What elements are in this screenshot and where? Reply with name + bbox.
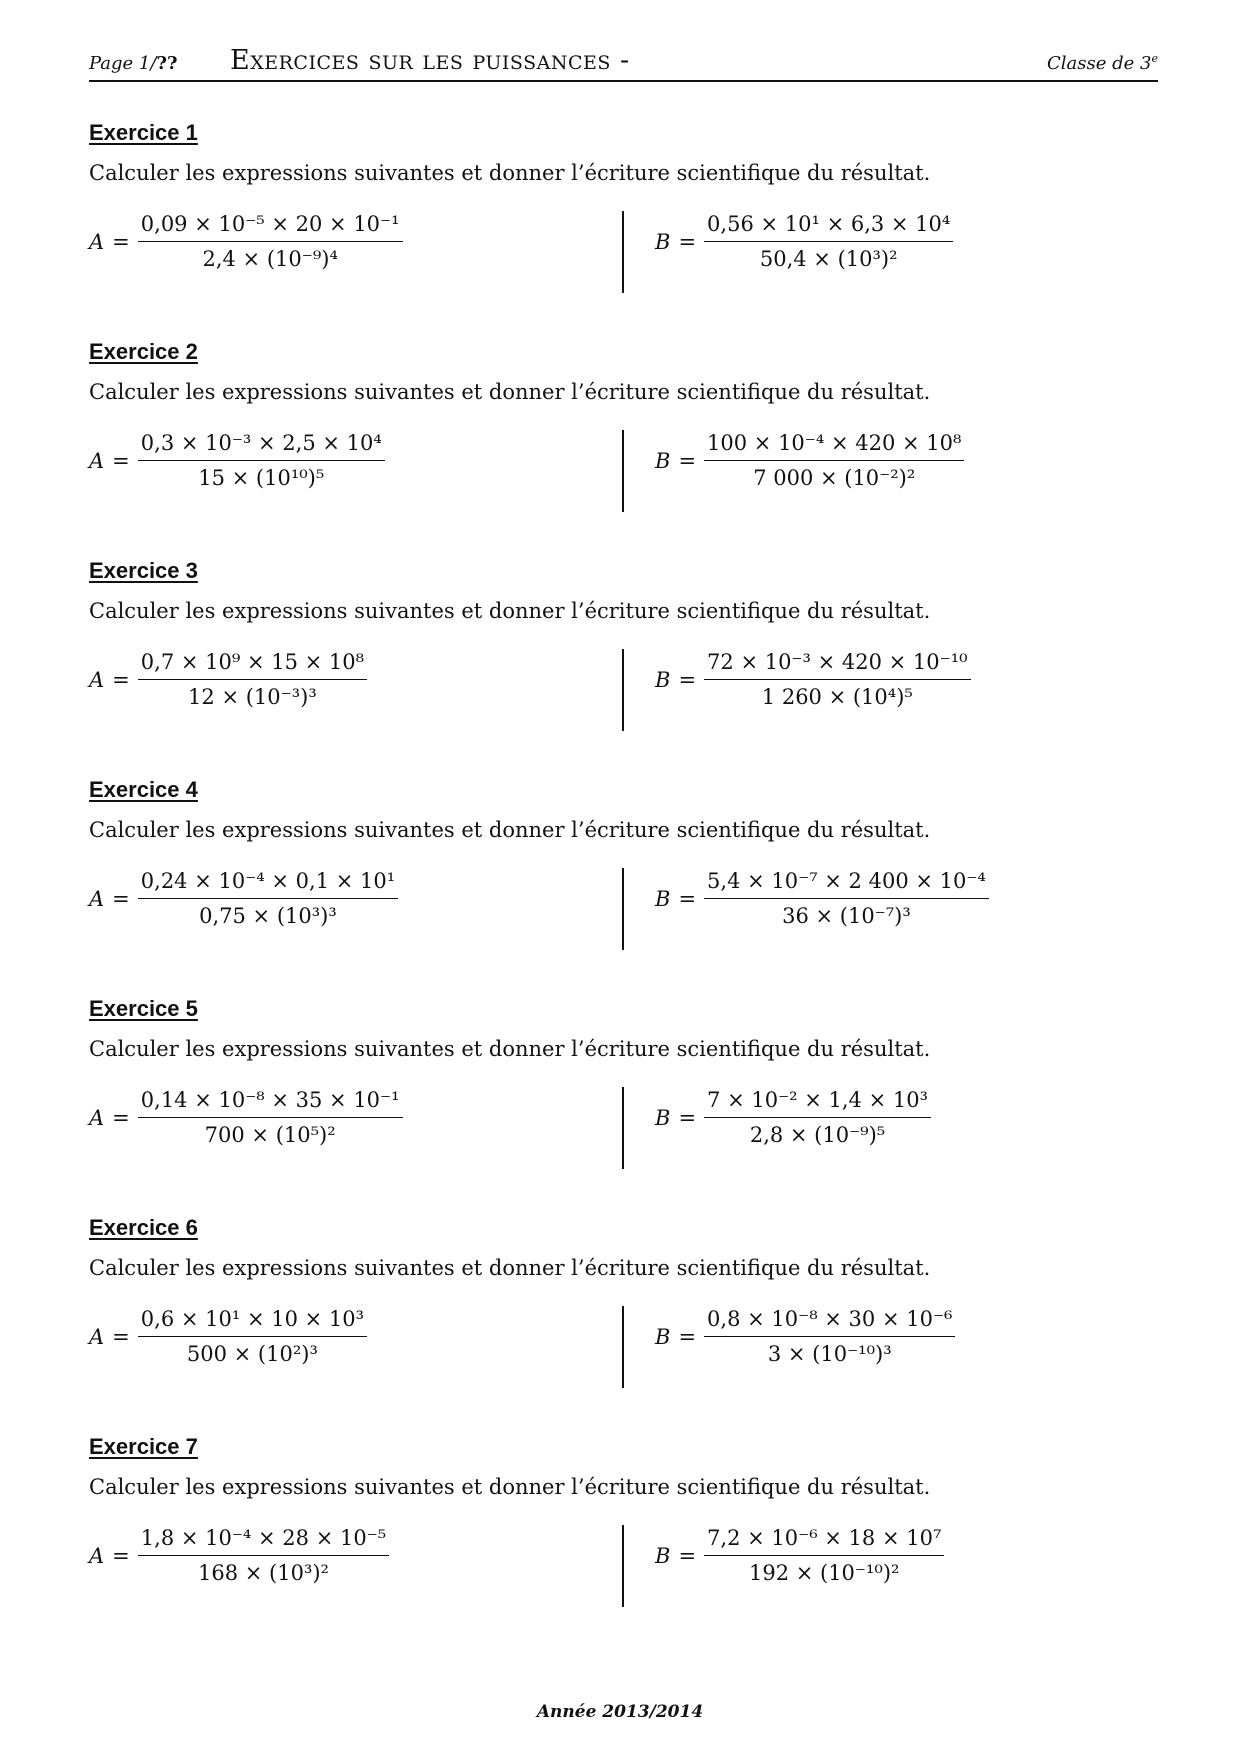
exercise-7 <box>89 1434 1158 1624</box>
variable-label: B <box>655 667 671 692</box>
variable-label: B <box>655 448 671 473</box>
equals-sign: = <box>112 1324 130 1349</box>
denominator: 500 × (10²)³ <box>186 1342 318 1366</box>
exercise-3 <box>89 558 1158 748</box>
variable-label: A <box>89 448 105 473</box>
fraction <box>138 1088 403 1147</box>
expression-b <box>655 1526 944 1585</box>
variable-label: A <box>89 1324 105 1349</box>
variable-label: B <box>655 886 671 911</box>
denominator: 50,4 × (10³)² <box>759 247 898 271</box>
page-footer: Année 2013/2014 <box>536 1702 704 1722</box>
equals-sign: = <box>112 667 130 692</box>
numerator: 7 × 10⁻² × 1,4 × 10³ <box>704 1088 931 1118</box>
exercise-2 <box>89 339 1158 529</box>
page-header <box>89 40 1158 82</box>
column-divider <box>622 868 624 950</box>
numerator: 0,8 × 10⁻⁸ × 30 × 10⁻⁶ <box>704 1307 955 1337</box>
expression-b <box>655 431 964 490</box>
numerator: 0,7 × 10⁹ × 15 × 10⁸ <box>138 650 367 680</box>
equals-sign: = <box>678 667 697 692</box>
equals-sign: = <box>678 1543 697 1568</box>
equals-sign: = <box>678 1105 697 1130</box>
denominator: 1 260 × (10⁴)⁵ <box>761 685 913 709</box>
fraction <box>704 1526 944 1585</box>
variable-label: B <box>655 1324 671 1349</box>
denominator: 192 × (10⁻¹⁰)² <box>748 1561 900 1585</box>
fraction <box>704 431 964 490</box>
numerator: 1,8 × 10⁻⁴ × 28 × 10⁻⁵ <box>138 1526 389 1556</box>
page-total: ?? <box>156 53 178 74</box>
numerator: 0,3 × 10⁻³ × 2,5 × 10⁴ <box>138 431 385 461</box>
variable-label: A <box>89 886 105 911</box>
expression-b <box>655 650 971 709</box>
column-divider <box>622 1306 624 1388</box>
exercise-title: Exercice 7 <box>89 1434 198 1459</box>
denominator: 12 × (10⁻³)³ <box>188 685 317 709</box>
denominator: 2,8 × (10⁻⁹)⁵ <box>749 1123 886 1147</box>
page-number <box>89 53 178 74</box>
document-title: Exercices sur les puissances - <box>230 45 630 76</box>
numerator: 100 × 10⁻⁴ × 420 × 10⁸ <box>704 431 964 461</box>
expression-a <box>89 431 385 490</box>
exercise-1 <box>89 120 1158 310</box>
equals-sign: = <box>678 448 697 473</box>
numerator: 0,24 × 10⁻⁴ × 0,1 × 10¹ <box>138 869 398 899</box>
expression-a <box>89 1526 389 1585</box>
numerator: 72 × 10⁻³ × 420 × 10⁻¹⁰ <box>704 650 971 680</box>
equals-sign: = <box>678 229 697 254</box>
column-divider <box>622 1087 624 1169</box>
variable-label: A <box>89 229 105 254</box>
column-divider <box>622 1525 624 1607</box>
expression-b <box>655 212 953 271</box>
expression-a <box>89 650 367 709</box>
exercise-title: Exercice 3 <box>89 558 198 583</box>
fraction <box>704 1307 955 1366</box>
fraction <box>704 650 971 709</box>
variable-label: B <box>655 1105 671 1130</box>
variable-label: A <box>89 667 105 692</box>
column-divider <box>622 430 624 512</box>
column-divider <box>622 211 624 293</box>
page-label: Page 1/ <box>89 53 157 74</box>
exercise-instruction: Calculer les expressions suivantes et donner l’écriture scientifique du résultat. <box>89 1256 931 1280</box>
fraction <box>138 1307 367 1366</box>
denominator: 15 × (10¹⁰)⁵ <box>198 466 325 490</box>
denominator: 2,4 × (10⁻⁹)⁴ <box>202 247 338 271</box>
column-divider <box>622 649 624 731</box>
variable-label: B <box>655 1543 671 1568</box>
exercise-title: Exercice 4 <box>89 777 198 802</box>
numerator: 0,14 × 10⁻⁸ × 35 × 10⁻¹ <box>138 1088 403 1118</box>
equals-sign: = <box>112 448 130 473</box>
exercise-instruction: Calculer les expressions suivantes et donner l’écriture scientifique du résultat. <box>89 1037 931 1061</box>
expression-a <box>89 869 398 928</box>
numerator: 0,6 × 10¹ × 10 × 10³ <box>138 1307 367 1337</box>
fraction <box>704 869 989 928</box>
fraction <box>138 869 398 928</box>
denominator: 168 × (10³)² <box>198 1561 329 1585</box>
numerator: 0,09 × 10⁻⁵ × 20 × 10⁻¹ <box>138 212 403 242</box>
exercise-instruction: Calculer les expressions suivantes et donner l’écriture scientifique du résultat. <box>89 818 931 842</box>
denominator: 700 × (10⁵)² <box>204 1123 336 1147</box>
class-label <box>1047 52 1158 74</box>
exercise-instruction: Calculer les expressions suivantes et donner l’écriture scientifique du résultat. <box>89 380 931 404</box>
exercise-title: Exercice 5 <box>89 996 198 1021</box>
denominator: 3 × (10⁻¹⁰)³ <box>767 1342 892 1366</box>
equals-sign: = <box>678 1324 697 1349</box>
class-superscript: e <box>1151 52 1158 65</box>
exercise-instruction: Calculer les expressions suivantes et donner l’écriture scientifique du résultat. <box>89 1475 931 1499</box>
equals-sign: = <box>112 1105 130 1130</box>
expression-b <box>655 1307 955 1366</box>
expression-a <box>89 1088 403 1147</box>
exercise-instruction: Calculer les expressions suivantes et donner l’écriture scientifique du résultat. <box>89 599 931 623</box>
equals-sign: = <box>112 886 130 911</box>
equals-sign: = <box>678 886 697 911</box>
equals-sign: = <box>112 229 130 254</box>
exercise-instruction: Calculer les expressions suivantes et donner l’écriture scientifique du résultat. <box>89 161 931 185</box>
numerator: 0,56 × 10¹ × 6,3 × 10⁴ <box>704 212 953 242</box>
numerator: 7,2 × 10⁻⁶ × 18 × 10⁷ <box>704 1526 944 1556</box>
fraction <box>704 212 953 271</box>
fraction <box>138 650 367 709</box>
class-text: Classe de 3 <box>1047 53 1152 74</box>
denominator: 0,75 × (10³)³ <box>199 904 337 928</box>
variable-label: A <box>89 1543 105 1568</box>
variable-label: B <box>655 229 671 254</box>
exercise-6 <box>89 1215 1158 1405</box>
fraction <box>138 212 403 271</box>
exercise-title: Exercice 1 <box>89 120 198 145</box>
denominator: 7 000 × (10⁻²)² <box>753 466 916 490</box>
expression-a <box>89 212 403 271</box>
expression-a <box>89 1307 367 1366</box>
exercise-4 <box>89 777 1158 967</box>
denominator: 36 × (10⁻⁷)³ <box>782 904 911 928</box>
equals-sign: = <box>112 1543 130 1568</box>
fraction <box>138 1526 389 1585</box>
numerator: 5,4 × 10⁻⁷ × 2 400 × 10⁻⁴ <box>704 869 989 899</box>
variable-label: A <box>89 1105 105 1130</box>
exercise-title: Exercice 6 <box>89 1215 198 1240</box>
fraction <box>704 1088 931 1147</box>
exercise-title: Exercice 2 <box>89 339 198 364</box>
fraction <box>138 431 385 490</box>
exercise-5 <box>89 996 1158 1186</box>
expression-b <box>655 869 989 928</box>
expression-b <box>655 1088 931 1147</box>
